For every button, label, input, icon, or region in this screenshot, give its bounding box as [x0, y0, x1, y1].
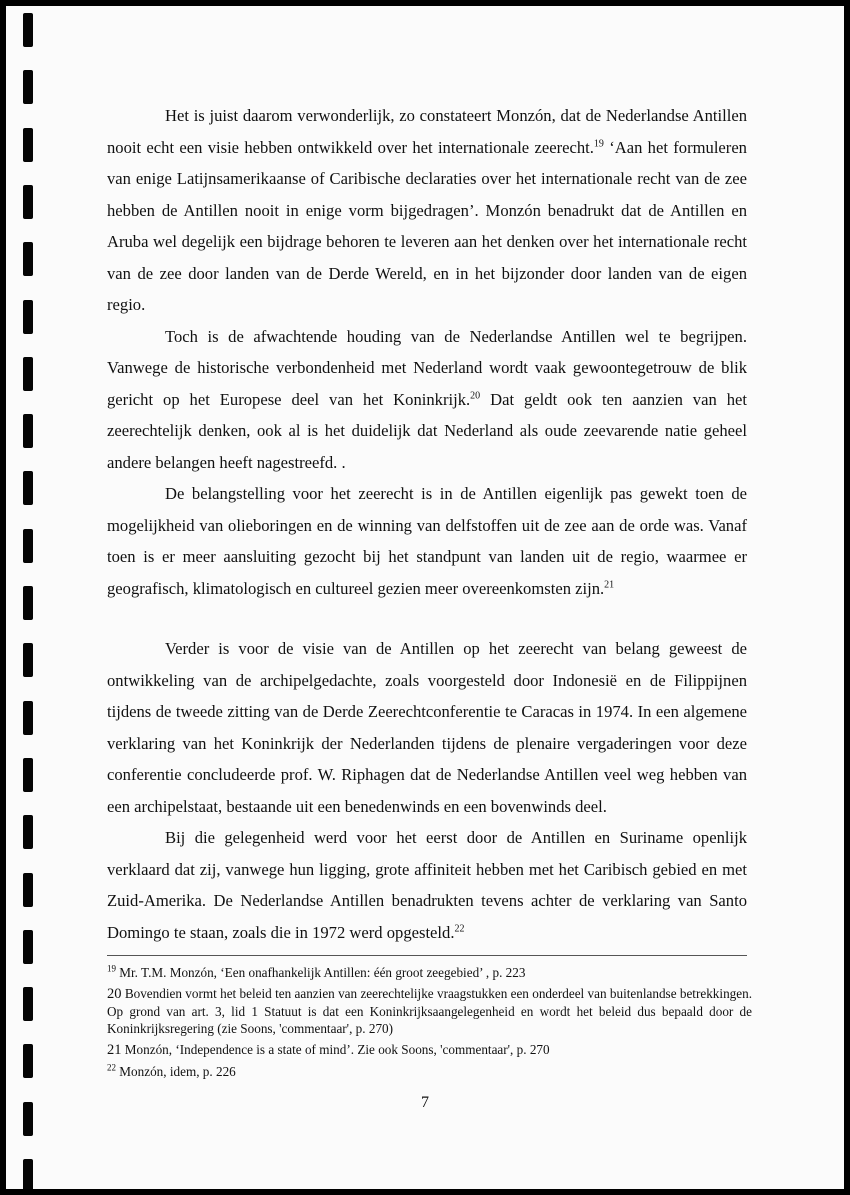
- footnote-20: [107, 985, 752, 1037]
- binding-hole: [23, 414, 33, 448]
- binding-hole: [23, 357, 33, 391]
- footnote-number: 20: [107, 986, 122, 1002]
- binding-hole: [23, 13, 33, 47]
- binding-hole: [23, 529, 33, 563]
- body-text: [107, 100, 747, 948]
- binding-hole: [23, 1044, 33, 1078]
- binding-hole: [23, 701, 33, 735]
- paragraph-4: Verder is voor de visie van de Antillen op het zeerecht van belang geweest de ontwikkeling van de archipelgedachte, zoals voorgesteld door Indonesië en de Filippijnen tijdens de tweede zitting van de Derde Zeerechtconferentie te Caracas in 1974. In een algemene verklaring van het Koninkrijk der Nederlanden tijdens de plenaire vergaderingen voor deze conferentie concludeerde prof. W. Riphagen dat de Nederlandse Antillen veel weg hebben van een archipelstaat, bestaande uit een benedenwinds en een bovenwinds deel.: [107, 639, 747, 816]
- page-number: 7: [421, 1094, 429, 1111]
- footnote-number: 19: [107, 963, 116, 974]
- footnote-19: [107, 964, 752, 981]
- footnote-21: [107, 1041, 752, 1059]
- binding-hole: [23, 70, 33, 104]
- binding-hole: [23, 128, 33, 162]
- binding-hole: [23, 758, 33, 792]
- paragraph-5: [107, 822, 747, 948]
- paragraph-3: [107, 478, 747, 604]
- binding-hole: [23, 930, 33, 964]
- footnote-separator: [107, 955, 747, 956]
- paragraph-1-text-a: Het is juist daarom verwonderlijk, zo constateert Monzón, dat de Nederlandse Antillen nooit echt een visie hebben ontwikkeld over het internationale zeerecht.: [107, 106, 747, 157]
- paragraph-1-text-b: ‘Aan het formuleren van enige Latijnsamerikaanse of Caribische declaraties over het internationale recht van de zee hebben de Antillen nooit in enige vorm bijgedragen’. Monzón benadrukt dat de Antillen en Aruba wel degelijk een bijdrage behoren te leveren aan het denken over het internationale recht van de zee door landen van de Derde Wereld, en in het bijzonder door landen van de eigen regio.: [107, 137, 747, 314]
- footnote-text: Monzón, idem, p. 226: [119, 1064, 236, 1079]
- binding-hole: [23, 242, 33, 276]
- paragraph-1: [107, 100, 747, 321]
- binding-holes: [23, 6, 37, 1189]
- footnote-number: 22: [107, 1062, 116, 1073]
- binding-hole: [23, 300, 33, 334]
- footnote-ref-20: 20: [470, 389, 481, 401]
- binding-hole: [23, 586, 33, 620]
- document-page: [6, 6, 844, 1189]
- footnote-text: Mr. T.M. Monzón, ‘Een onafhankelijk Antillen: één groot zeegebied’ , p. 223: [119, 965, 526, 980]
- binding-hole: [23, 185, 33, 219]
- footnote-number: 21: [107, 1042, 122, 1058]
- footnotes: [107, 964, 752, 1084]
- paragraph-3-text: De belangstelling voor het zeerecht is in de Antillen eigenlijk pas gewekt toen de mogelijkheid van olieboringen en de winning van delfstoffen uit de zee aan de orde was. Vanaf toen is er meer aansluiting gezocht bij het standpunt van landen uit de regio, waarmee er geografisch, klimatologisch en cultureel gezien meer overeenkomsten zijn.: [107, 484, 747, 598]
- footnote-text: Bovendien vormt het beleid ten aanzien van zeerechtelijke vraagstukken een onderdeel van buitenlandse betrekkingen. Op grond van art. 3, lid 1 Statuut is dat een Koninkrijksaangelegenheid en wordt het beleid dus bepaald door de Koninkrijksregering (zie Soons, 'commentaar', p. 270): [107, 986, 753, 1036]
- paragraph-2: [107, 321, 747, 479]
- paragraph-2-text-a: Toch is de afwachtende houding van de Nederlandse Antillen wel te begrijpen. Vanwege de historische verbondenheid met Nederland wordt vaak gewoontegetrouw de blik gericht op het Europese deel van het Koninkrijk.: [107, 326, 747, 409]
- binding-hole: [23, 643, 33, 677]
- paragraph-2-text-b: Dat geldt ook ten aanzien van het zeerechtelijk denken, ook al is het duidelijk dat Nederland als oude zeevarende natie geheel andere belangen heeft nagestreefd. .: [107, 389, 747, 472]
- paragraph-5-text: Bij die gelegenheid werd voor het eerst door de Antillen en Suriname openlijk verklaard dat zij, vanwege hun ligging, grote affiniteit hebben met het Caribisch gebied en met Zuid-Amerika. De Nederlandse Antillen benadrukten tevens achter de verklaring van Santo Domingo te staan, zoals die in 1972 werd opgesteld.: [107, 828, 747, 942]
- footnote-22: [107, 1063, 752, 1080]
- binding-hole: [23, 987, 33, 1021]
- binding-hole: [23, 1159, 33, 1189]
- paragraph-gap: [107, 604, 747, 633]
- binding-hole: [23, 815, 33, 849]
- footnote-text: Monzón, ‘Independence is a state of mind’. Zie ook Soons, 'commentaar', p. 270: [124, 1042, 550, 1057]
- footnote-ref-21: 21: [604, 578, 615, 590]
- footnote-ref-19: 19: [593, 137, 604, 149]
- footnote-ref-22: 22: [454, 922, 465, 934]
- binding-hole: [23, 873, 33, 907]
- binding-hole: [23, 471, 33, 505]
